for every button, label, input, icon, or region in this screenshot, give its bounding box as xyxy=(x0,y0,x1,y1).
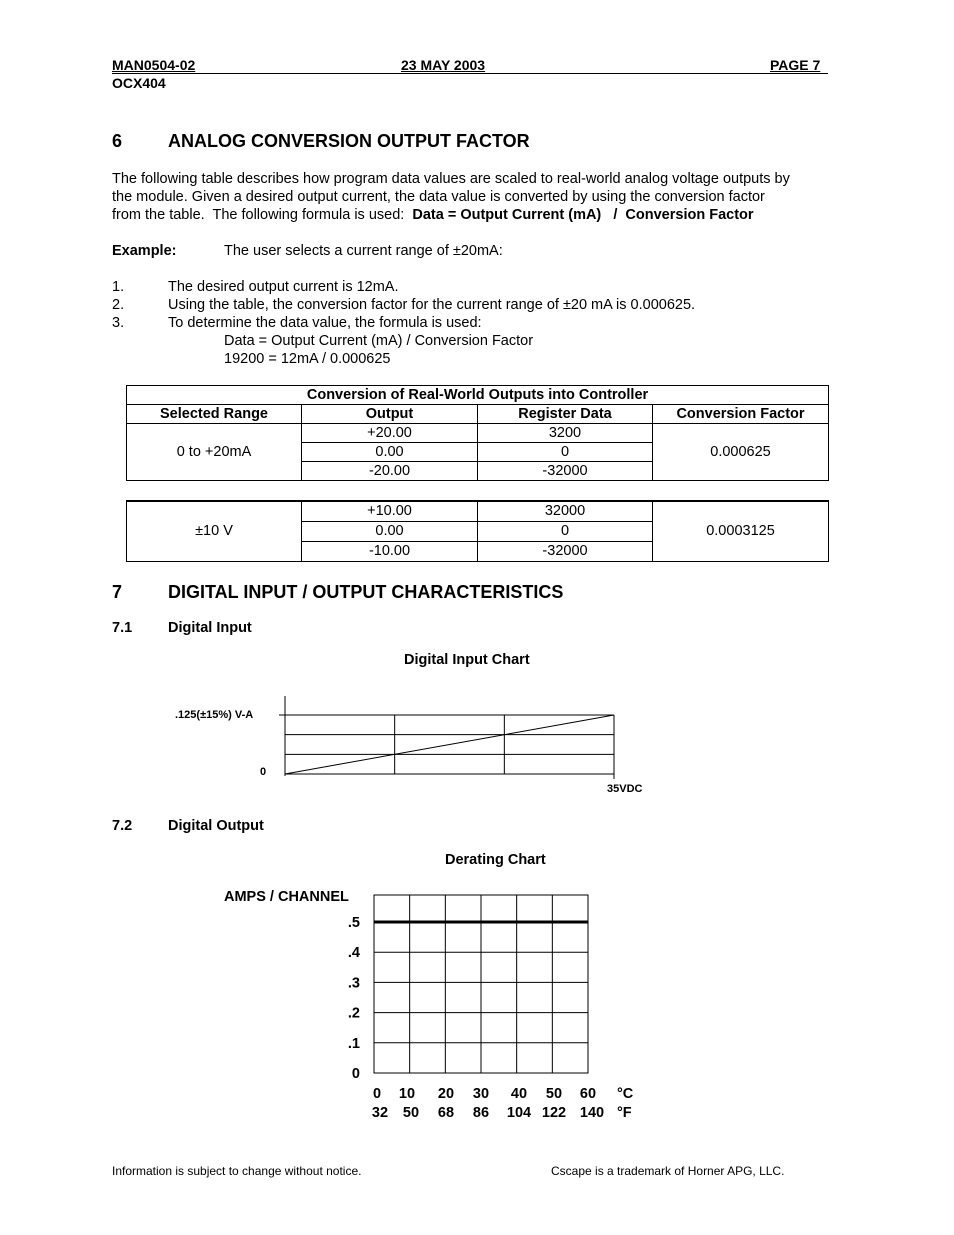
y-tick-label: .2 xyxy=(347,1005,360,1022)
y-tick-label-zero: 0 xyxy=(260,766,267,778)
y-tick-label: .1 xyxy=(347,1035,360,1052)
x-tick-label-celsius: 0 xyxy=(372,1086,382,1102)
output-cell: 0.00 xyxy=(302,521,478,541)
header-rule xyxy=(112,73,828,74)
example-label: Example: xyxy=(112,243,177,259)
register-cell: 0 xyxy=(478,521,653,541)
header-conversion-factor: Conversion Factor xyxy=(653,405,829,424)
example-text: The user selects a current range of ±20mA: xyxy=(224,243,503,259)
step-2-number: 2. xyxy=(112,297,125,313)
page-number: PAGE 7 xyxy=(770,57,821,73)
derating-chart xyxy=(220,880,650,1125)
step-3-text: To determine the data value, the formula is used: xyxy=(168,315,482,331)
x-tick-label-celsius: 30 xyxy=(472,1086,490,1102)
x-tick-label-celsius: 60 xyxy=(579,1086,597,1102)
x-tick-label-fahrenheit: 32 xyxy=(371,1105,389,1121)
conversion-table-title: Conversion of Real-World Outputs into Controller xyxy=(127,386,829,405)
register-cell: 32000 xyxy=(478,501,653,521)
step-1-number: 1. xyxy=(112,279,125,295)
x-tick-label-fahrenheit: 86 xyxy=(472,1105,490,1121)
x-tick-label-fahrenheit: 104 xyxy=(506,1105,532,1121)
header-register-data: Register Data xyxy=(478,405,653,424)
section-6-title: ANALOG CONVERSION OUTPUT FACTOR xyxy=(168,131,530,151)
x-unit-fahrenheit: °F xyxy=(617,1105,632,1121)
section-7-title: DIGITAL INPUT / OUTPUT CHARACTERISTICS xyxy=(168,582,564,602)
subsection-7-1-title: Digital Input xyxy=(168,620,252,636)
x-unit-celsius: °C xyxy=(617,1086,634,1102)
conversion-table-voltage xyxy=(126,500,829,562)
formula-bold: Data = Output Current (mA) / Conversion Factor xyxy=(412,207,754,223)
register-cell: 3200 xyxy=(478,424,653,443)
section-7-number: 7 xyxy=(112,582,123,602)
x-tick-label-35vdc: 35VDC xyxy=(607,783,643,795)
x-tick-label-fahrenheit: 68 xyxy=(437,1105,455,1121)
output-cell: -20.00 xyxy=(302,462,478,481)
x-tick-label-fahrenheit: 122 xyxy=(541,1105,567,1121)
step-1-text: The desired output current is 12mA. xyxy=(168,279,399,295)
header-output: Output xyxy=(302,405,478,424)
x-tick-label-celsius: 40 xyxy=(510,1086,528,1102)
register-cell: 0 xyxy=(478,443,653,462)
header-selected-range: Selected Range xyxy=(127,405,302,424)
x-tick-labels xyxy=(372,1086,604,1121)
subsection-7-2-number: 7.2 xyxy=(112,818,133,834)
footer-trademark: Cscape is a trademark of Horner APG, LLC. xyxy=(551,1164,785,1178)
derating-chart-title: Derating Chart xyxy=(445,852,546,868)
factor-cell: 0.000625 xyxy=(653,424,829,481)
model-name: OCX404 xyxy=(112,75,166,91)
output-cell: -10.00 xyxy=(302,541,478,561)
factor-cell: 0.0003125 xyxy=(653,501,829,561)
intro-line-3 xyxy=(112,206,754,224)
y-tick-label-top: .125(±15%) V-A xyxy=(175,709,254,721)
intro-line-2: the module. Given a desired output current, the data value is converted by using the conversion factor xyxy=(112,189,765,205)
step-3-number: 3. xyxy=(112,315,125,331)
conversion-table-current xyxy=(126,385,829,481)
x-tick-label-celsius: 10 xyxy=(398,1086,416,1102)
output-cell: +20.00 xyxy=(302,424,478,443)
y-tick-label: .3 xyxy=(347,975,360,992)
digital-input-chart xyxy=(160,690,680,800)
series-line xyxy=(285,715,614,774)
y-tick-label: 0 xyxy=(351,1066,360,1082)
range-cell: 0 to +20mA xyxy=(127,424,302,481)
subsection-7-1-number: 7.1 xyxy=(112,620,133,636)
footer-disclaimer: Information is subject to change without notice. xyxy=(112,1164,362,1178)
y-tick-labels xyxy=(348,915,360,1082)
output-cell: 0.00 xyxy=(302,443,478,462)
range-cell: ±10 V xyxy=(127,501,302,561)
y-tick-label: .4 xyxy=(347,945,360,962)
subsection-7-2-title: Digital Output xyxy=(168,818,264,834)
register-cell: -32000 xyxy=(478,462,653,481)
formula-line-1: Data = Output Current (mA) / Conversion Factor xyxy=(224,333,534,349)
digital-input-chart-title: Digital Input Chart xyxy=(404,652,530,668)
doc-number: MAN0504-02 xyxy=(112,57,196,73)
x-tick-label-celsius: 20 xyxy=(437,1086,455,1102)
register-cell: -32000 xyxy=(478,541,653,561)
formula-line-2: 19200 = 12mA / 0.000625 xyxy=(224,351,391,367)
y-axis-label: AMPS / CHANNEL xyxy=(224,889,349,905)
step-2-text: Using the table, the conversion factor for the current range of ±20 mA is 0.000625. xyxy=(168,297,696,313)
x-tick-label-fahrenheit: 50 xyxy=(402,1105,420,1121)
intro-line-1: The following table describes how program data values are scaled to real-world analog voltage outputs by xyxy=(112,171,790,187)
intro-line-3-text: from the table. The following formula is used: xyxy=(112,207,413,223)
x-tick-label-celsius: 50 xyxy=(545,1086,563,1102)
output-cell: +10.00 xyxy=(302,501,478,521)
x-tick-label-fahrenheit: 140 xyxy=(579,1105,605,1121)
doc-date: 23 MAY 2003 xyxy=(401,57,486,73)
section-6-number: 6 xyxy=(112,131,123,151)
y-tick-label: .5 xyxy=(347,915,360,931)
